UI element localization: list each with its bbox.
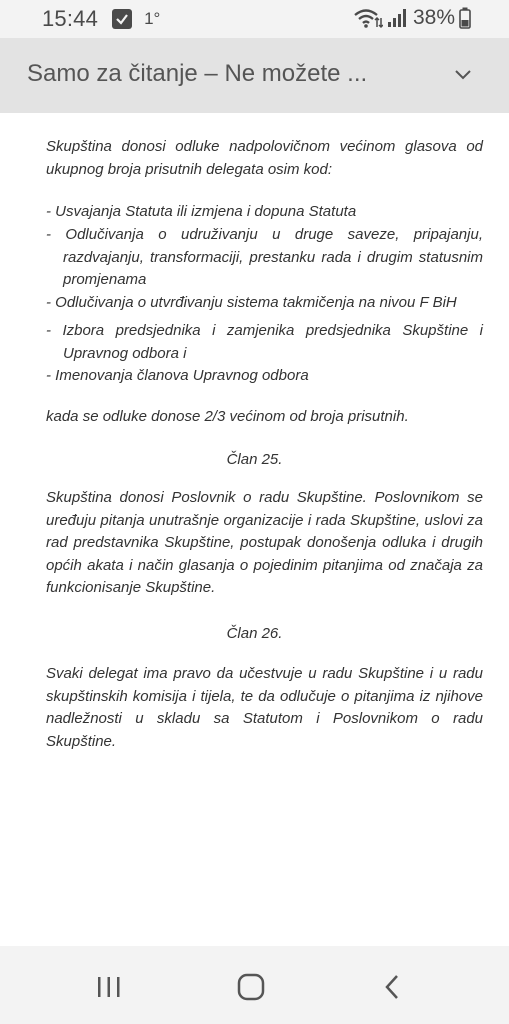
list-item: - Izbora predsjednika i zamjenika predsjednika Skupštine i Upravnog odbora i <box>46 322 483 362</box>
list-item: - Odlučivanja o udruživanju u druge saveze, pripajanju, razdvajanju, transformaciji, prestanku rada i drugim statusnim promjenama <box>46 226 483 288</box>
clipped-text-line <box>56 113 356 117</box>
chevron-down-icon[interactable] <box>453 67 473 83</box>
battery-percent: 38% <box>412 6 455 29</box>
battery-icon <box>459 7 471 29</box>
signal-icon <box>387 8 407 28</box>
paragraph-closing: kada se odluke donose 2/3 većinom od broja prisutnih. <box>46 408 409 425</box>
article-25-title: Član 25. <box>226 451 283 468</box>
recent-apps-icon[interactable] <box>96 975 122 999</box>
read-only-banner[interactable] <box>0 38 509 113</box>
article-26-title: Član 26. <box>226 625 283 642</box>
paragraph-intro: Skupština donosi odluke nadpolovičnom većinom glasova od ukupnog broja prisutnih delegata osim kod: <box>46 138 483 178</box>
list-item: - Odlučivanja o utvrđivanju sistema takmičenja na nivou F BiH <box>46 294 457 311</box>
status-right <box>353 6 471 30</box>
clock: 15:44 <box>42 6 99 31</box>
list-item: - Imenovanja članova Upravnog odbora <box>46 367 309 384</box>
paragraph-article-25: Skupština donosi Poslovnik o radu Skupštine. Poslovnikom se uređuju pitanja unutrašnje organizacije i rada Skupštine, uslovi za rad predstavnika Skupštine, postupak donošenja odluka i drugih općih akata i način glasanja o pojedinim pitanjima od značaja za funkcionisanje Skupštine. <box>46 489 483 596</box>
wifi-icon <box>353 7 383 29</box>
paragraph-article-26: Svaki delegat ima pravo da učestvuje u radu Skupštine i u radu skupštinskih komisija i tijela, te da odlučuje o pitanjima iz njihove nadležnosti u skladu sa Statutom i Poslovnikom o radu Skupštine. <box>46 665 483 750</box>
temperature: 1° <box>144 9 161 28</box>
status-left <box>42 6 160 32</box>
status-bar <box>0 0 509 38</box>
back-icon[interactable] <box>382 973 402 1001</box>
document-view[interactable] <box>0 113 509 945</box>
check-icon <box>112 9 132 29</box>
navigation-bar <box>0 946 509 1024</box>
home-icon[interactable] <box>237 973 265 1001</box>
banner-title: Samo za čitanje – Ne možete ... <box>27 60 368 87</box>
list-item: - Usvajanja Statuta ili izmjena i dopuna Statuta <box>46 203 357 220</box>
